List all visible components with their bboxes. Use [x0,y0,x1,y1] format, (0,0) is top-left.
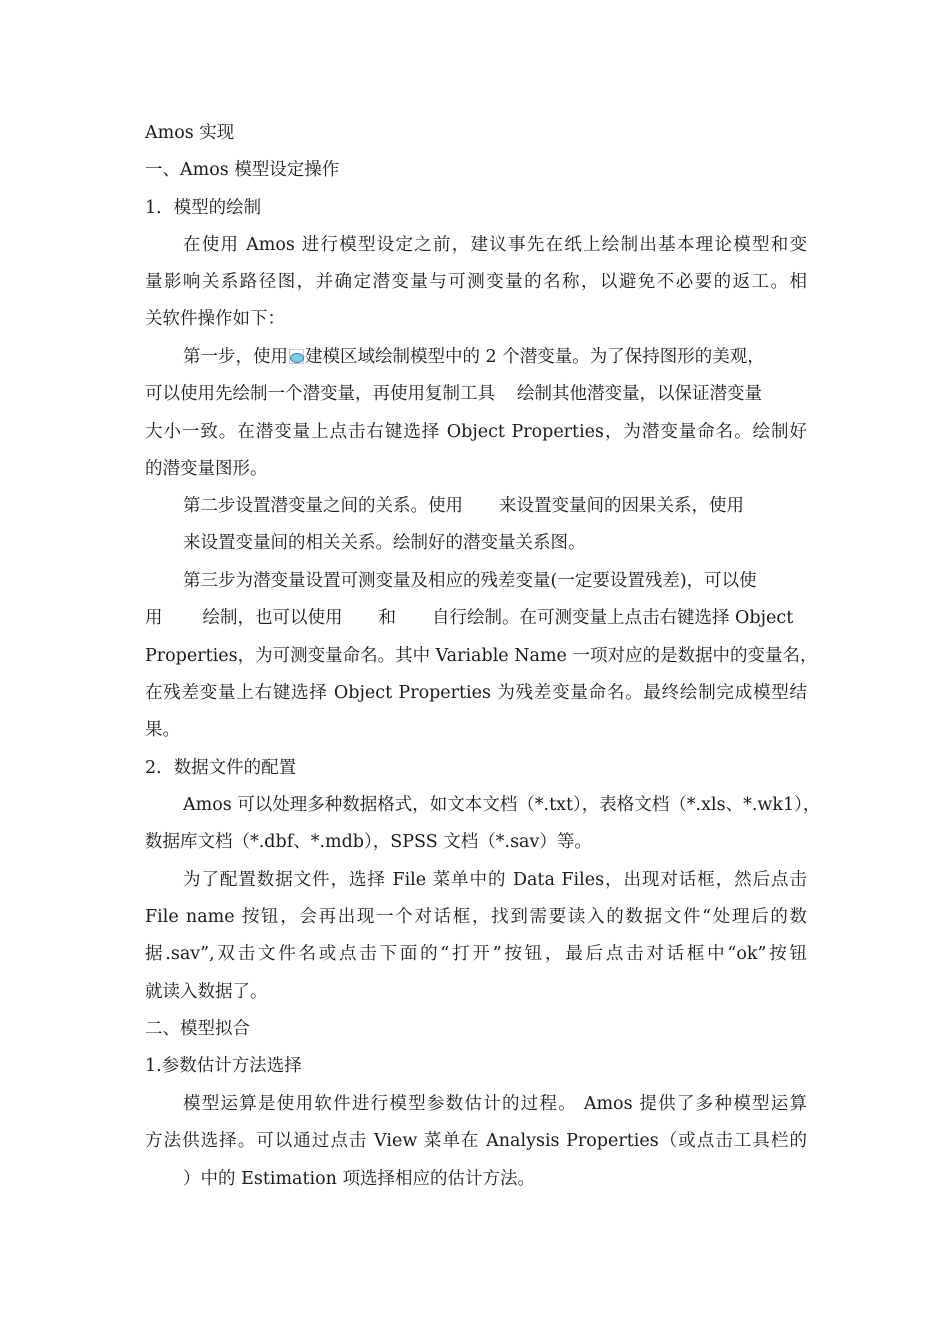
step3-text: 和 [378,608,396,628]
step3-line [145,606,807,630]
section-heading-2: 二、模型拟合 [145,1019,250,1039]
step3-text: 用 [145,608,163,628]
step3-text: (一定要设置残差 [550,571,680,591]
paragraph-4-line: ）中的 Estimation 项选择相应的估计方法。 [183,1169,535,1189]
step1-text: 建模区域绘制模型中的 2 个潜变量。为了保持图形的美观， [305,347,765,367]
step1-text: 可以使用先绘制一个潜变量，再使用复制工具 [145,384,495,404]
subsection-heading-1: 1．模型的绘制 [145,198,262,218]
step1-text: 绘制其他潜变量，以保证潜变量 [517,384,762,404]
paragraph-3-line: 据.sav”,双击文件名或点击下面的“打开”按钮，最后点击对话框中“ok”按钮 [145,944,807,964]
step1-line: 的潜变量图形。 [145,459,268,479]
step3-text: 自行绘制。在可测变量上点击右键选择 Object [432,608,794,628]
ellipse-draw-icon [289,349,304,364]
paragraph-1-line: 在使用 Amos 进行模型设定之前，建议事先在纸上绘制出基本理论模型和变 [183,235,807,255]
paragraph-2-line: 数据库文档（*.dbf、*.mdb），SPSS 文档（*.sav）等。 [145,832,592,852]
step2-line [183,494,807,518]
step3-line [183,569,807,593]
step2-text: 来设置变量间的因果关系，使用 [499,496,744,516]
step1-line: 大小一致。在潜变量上点击右键选择 Object Properties，为潜变量命名。绘制好 [145,422,807,442]
paragraph-1-line: 关软件操作如下： [145,309,285,329]
paragraph-4-line: 模型运算是使用软件进行模型参数估计的过程。 Amos 提供了多种模型运算 [183,1094,807,1114]
step1-line [183,345,807,369]
step3-text: 绘制，也可以使用 [202,608,343,628]
step1-text: 第一步，使用 [183,347,288,367]
doc-title: Amos 实现 [145,123,235,143]
paragraph-3-line: File name 按钮，会再出现一个对话框，找到需要读入的数据文件“处理后的数 [145,907,807,927]
subsection-heading-3: 1.参数估计方法选择 [145,1056,302,1076]
paragraph-3-line: 就读入数据了。 [145,982,268,1002]
paragraph-3-line: 为了配置数据文件，选择 File 菜单中的 Data Files，出现对话框，然后点击 [183,870,807,890]
subsection-heading-2: 2．数据文件的配置 [145,758,297,778]
step3-text: 第三步为潜变量设置可测变量及相应的残差变量 [183,571,551,591]
step3-line: Properties，为可测变量命名。其中 Variable Name 一项对应的是数据中的变量名， [145,646,818,666]
step3-line: 果。 [145,720,180,740]
step2-line: 来设置变量间的相关关系。绘制好的潜变量关系图。 [183,533,586,553]
step3-text: )，可以使 [679,571,757,591]
paragraph-1-line: 量影响关系路径图，并确定潜变量与可测变量的名称，以避免不必要的返工。相 [145,272,807,292]
step2-text: 第二步设置潜变量之间的关系。使用 [183,496,463,516]
step1-line [145,382,807,406]
section-heading-1: 一、Amos 模型设定操作 [145,160,340,180]
step3-line: 在残差变量上右键选择 Object Properties 为残差变量命名。最终绘制完成模型结 [145,683,807,703]
paragraph-2-line: Amos 可以处理多种数据格式，如文本文档（*.txt），表格文档（*.xls、*.wk1）， [183,795,821,815]
paragraph-4-line: 方法供选择。可以通过点击 View 菜单在 Analysis Properties（或点击工具栏的 [145,1131,807,1151]
